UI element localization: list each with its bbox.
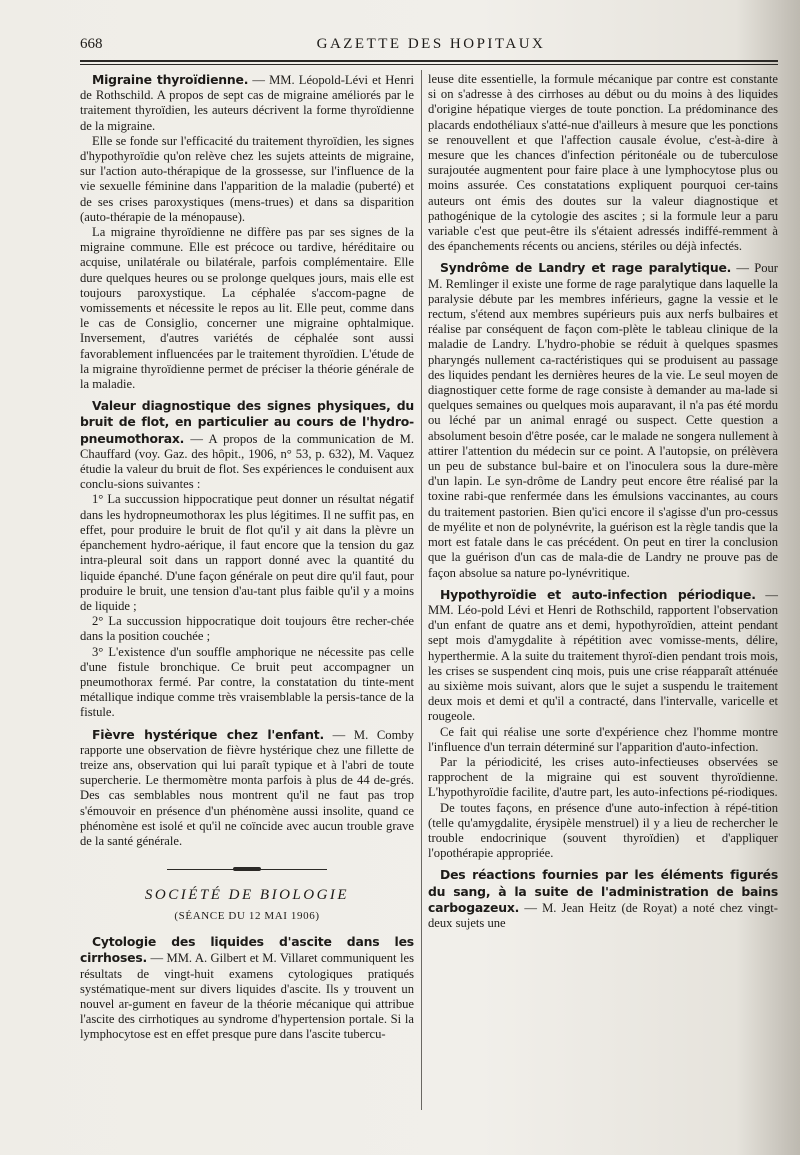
header-rule-thin — [80, 64, 778, 65]
paragraph: Par la périodicité, les crises auto-infectieuses observées se rapprochent de la migraine qui est souvent thyroïdienne. L'hypothyroïdie facilite, d'autre part, les auto-infections pé-riodiques. — [428, 754, 778, 800]
journal-title: GAZETTE DES HOPITAUX — [316, 36, 546, 52]
article-fievre — [80, 727, 414, 850]
page-number: 668 — [80, 36, 103, 52]
article-hypothyroidie — [428, 587, 778, 862]
right-column — [428, 72, 778, 937]
article-title: Valeur diagnostique des signes physiques, du bruit de flot, en particulier au cours de l'hydro-pneumothorax. — [80, 398, 414, 446]
article-title: Migraine thyroïdienne. — [92, 72, 249, 87]
paragraph: De toutes façons, en présence d'une auto-infection à répé-tition (telle qu'amygdalite, érysipèle menstruel) il y a lieu de rechercher le trouble endocrinique (souvent thyroïdien) et d'appliquer l'opothérapie appropriée. — [428, 800, 778, 861]
session-date: (SÉANCE DU 12 MAI 1906) — [174, 910, 320, 923]
article-title: Des réactions fournies par les éléments figurés du sang, à la suite de l'administration de bains carbogazeux. — [428, 867, 778, 915]
paragraph: Ce fait qui réalise une sorte d'expérience chez l'homme montre l'influence d'un terrain déterminé sur l'apparition d'auto-infection. — [428, 724, 778, 754]
article-valeur — [80, 398, 414, 720]
article-landry — [428, 260, 778, 580]
article-title: Fièvre hystérique chez l'enfant. — [92, 726, 325, 742]
article-reactions — [428, 867, 778, 931]
left-column — [80, 72, 414, 1049]
ornament-divider — [167, 863, 327, 877]
article-title: Syndrôme de Landry et rage paralytique. — [440, 260, 732, 276]
article-text: — M. Jean Heitz (de Royat) a noté chez vingt-deux sujets une — [428, 900, 779, 930]
article-cytologie-continued — [428, 72, 778, 254]
article-migraine — [80, 72, 414, 392]
article-text: — MM. Léopold-Lévi et Henri de Rothschild. A propos de sept cas de migraine améliorés par le traitement thyroïdien, les auteurs décrivent la forme thyroïdienne de la migraine. — [80, 73, 414, 133]
article-title: Cytologie des liquides d'ascite dans les cirrhoses. — [80, 934, 414, 966]
article-title: Hypothyroïdie et auto-infection périodique. — [440, 586, 756, 602]
article-text: — Pour M. Remlinger il existe une forme de rage paralytique dans laquelle la paralysie débute par les membres inférieurs, gagne la vessie et le rectum, s'étend aux membres supérieurs puis aux nerfs bulbaires et réalise par conséquent de façon com-plète le tableau clinique de la maladie de Landry. L'hydro-phobie se réduit à quelques spasmes pharyngés nullement ca-ractéristiques qui se produisent au passage des liquides pendant les dernières heures de la vie. Le seul moyen de diagnostiquer cette forme de rage consiste à demander au ma-lade si quelques semaines ou quelques mois auparavant, il n'a pas été mordu ou léché par un animal enragé ou suspect. Cette question a absolument besoin d'être posée, car le malade ne songera nullement à attirer l'attention du médecin sur ce point. A l'autopsie, on prélèvera un peu de substance bul-baire et on l'inoculera sous la dure-mère d'un lapin. Le syn-drôme de Landry peut encore être réalisé par la toxine rabi-que renfermée dans les émulsions vaccinantes, au cours du traitement pastorien. Bien qu'ici encore il s'agisse d'un pro-cessus de myélite et non de polynévrite, la guérison est la règle tandis que la mort est fatale dans le cas précédent. On peut en tirer la conclusion que la guérison d'un cas de mala-die de Landry ne prouve pas de façon absolue sa nature po-lynévritique. — [428, 261, 778, 580]
paragraph: Elle se fonde sur l'efficacité du traitement thyroïdien, les signes d'hypothyroïdie qu'on relève chez les sujets atteints de migraine, sur l'action auto-thérapique de la grossesse, sur l'influence de la vie sexuelle féminine dans l'apparition de la maladie (puberté) et de ses crises paroxystiques (mens-trues) et dans sa disparition (auto-thérapie de la ménopause). — [80, 133, 414, 224]
paragraph: La migraine thyroïdienne ne diffère pas par ses signes de la migraine commune. Elle est précoce ou tardive, héréditaire ou acquise, unilatérale ou bilatérale, parfois complémentaire. Elle dure quelques heures ou se prolonge quelques jours, mais elle est toujours paroxystique. La céphalée s'accom-pagne de vomissements et nécessite le repos au lit. Elle peut, comme dans le cas de Consiglio, concerner une migraine ophtalmique. Inversement, d'autres variétés de céphalée sont aussi favorablement influencées par le traitement thyroïdien. L'étude de la migraine thyroïdienne permet de préciser la théorie générale de la maladie. — [80, 225, 414, 392]
article-text: — A propos de la communication de M. Chauffard (voy. Gaz. des hôpit., 1906, n° 53, p. 632), M. Vaquez étudie la valeur du bruit de flot. Ses expériences le conduisent aux conclu-sions suivantes : — [80, 431, 414, 492]
article-text: — MM. A. Gilbert et M. Villaret communiquent les résultats de vingt-huit examens cytologiques pratiqués systématique-ment sur divers liquides d'ascite. Ils y trouvent un nouvel ar-gument en faveur de la théorie mécanique qui attribue l'ascite des cirrhotiques au syndrome d'hypertension portale. Si la lymphocytose est en effet presque pure dans l'ascite tubercu- — [80, 951, 414, 1042]
article-cytologie — [80, 934, 414, 1042]
section-title: SOCIÉTÉ DE BIOLOGIE — [144, 887, 350, 904]
article-text: — M. Comby rapporte une observation de fièvre hystérique chez une fillette de treize ans, observation qui lui paraît typique et à l'abri de toute supercherie. Le thermomètre monta parfois à plus de 44 de-grés. Des cas semblables nous montrent qu'il ne faut pas trop s'émouvoir en présence d'un phénomène aussi insolite, quand ce phénomène est isolé et qu'il ne coïncide avec aucun trouble grave de la santé générale. — [80, 727, 414, 848]
paragraph: 3° L'existence d'un souffle amphorique ne nécessite pas celle d'une fistule bronchique. Ce bruit peut accompagner un pneumothorax fermé. Par contre, la constatation du tinte-ment métallique indique comme très vraisemblable la persis-tance de la fistule. — [80, 644, 414, 720]
article-text: — MM. Léo-pold Lévi et Henri de Rothschild, rapportent l'observation d'un enfant de quatre ans et demi, hypothyroïdien, atteint pendant sept mois d'amygdalite à répétition avec vomisse-ments, délire, hyperthermie. A la suite du traitement thyroï-dien pendant trois mois, les crises se suspendent cinq mois, puis une crise réapparaît atténuée au sixième mois suivant, alors que le sujet a suspendu le traitement deux mois et demi et qu'il a contracté, dans l'intervalle, varicelle et rougeole. — [428, 587, 778, 724]
paragraph: 1° La succussion hippocratique peut donner un résultat négatif dans les hydropneumothorax les plus légitimes. Il ne suffit pas, en effet, pour produire le bruit de flot qu'il y ait dans la plèvre un épanchement hydro-aérique, il faut encore que la tension du gaz intra-pleural soit dans un rapport donné avec la quantité du liquide épanché. D'une façon générale on peut dire qu'il faut, pour produire le bruit, une tension d'au-tant plus faible qu'il y a moins de liquide ; — [80, 492, 414, 613]
column-divider — [421, 70, 422, 1110]
page-header — [80, 36, 782, 58]
paragraph: 2° La succussion hippocratique doit toujours être recher-chée dans la position couchée ; — [80, 614, 414, 644]
paragraph: leuse dite essentielle, la formule mécanique par contre est constante si on s'adresse à des cirrhoses au début ou du moins à des liquides d'origine hépatique vierges de toute ponction. La prédominance des placards endothéliaux s'atté-nue d'ailleurs à mesure que les ponctions se renouvellent et que l'affection causale évolue, c'est-à-dire à mesure que les chances d'infection péritonéale ou de tuberculose surajoutée augmentent pour faire place à une lymphocytose plus ou moins assurée. Ces constatations expliquent pourquoi cer-tains auteurs ont émis des doutes sur la valeur diagnostique et pathogénique de la cytologie des ascites ; si la formule leur a paru variable c'est que peut-être ils s'étaient adressés indiffé-remment à des épanchements récents ou anciens, stériles ou déjà infectés. — [428, 72, 778, 254]
header-rule — [80, 60, 778, 62]
